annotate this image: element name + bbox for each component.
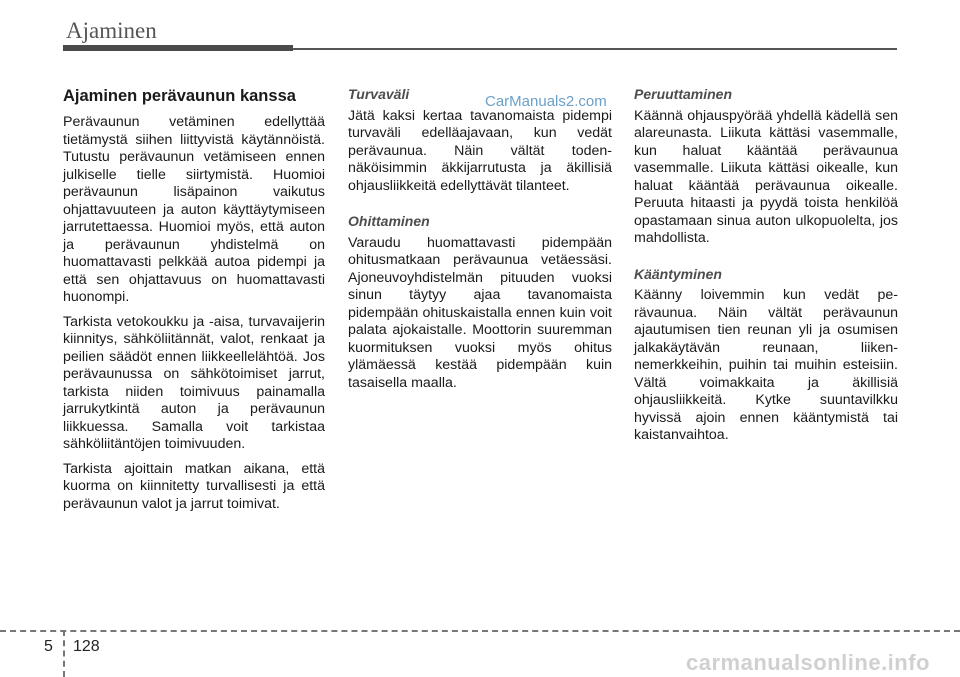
paragraph: Käännä ohjauspyörää yhdellä kädellä sen alareunasta. Liikuta kättäsi vasemmalle, kun haluat kääntää perävaunua vasemmalle. Liikuta kättäsi oikealle, kun haluat kääntää perävaunua oikealle. Peruuta hitaasti ja pyydä toista henkilöä opastamaan sinua auton ulkopuolelta, jos mahdollista. (634, 107, 898, 246)
footer-divider (0, 630, 960, 632)
header-rule-accent (63, 45, 293, 51)
chapter-number: 5 (44, 638, 53, 655)
subheading-reversing: Peruuttaminen (634, 86, 733, 102)
column-3 (634, 86, 898, 452)
section-title: Ajaminen (66, 18, 157, 43)
subheading-safety-distance: Turvaväli (348, 86, 410, 102)
column-1 (63, 86, 325, 520)
column-2 (348, 86, 612, 399)
watermark-top: CarManuals2.com (485, 93, 607, 110)
paragraph: Perävaunun vetäminen edellyttää tietämystä siihen liittyvistä käytännöistä. Tutustu perävaunun vetämiseen ennen julkiselle tielle siirtymistä. Huomioi perävaunun lisäpainon vaikutus ohjattavuuteen ja auton käyttäytymiseen jarrutettaessa. Huomioi myös, että auton ja perävaunun yhdistelmä on huomattavasti pelkkää autoa pidempi ja että sen ohjattavuus on huomattavasti huonompi. (63, 114, 325, 305)
header-rule (293, 48, 897, 50)
paragraph: Tarkista vetokoukku ja -aisa, turvavaijerin kiinnitys, sähköliitännät, valot, renkaat ja peilien säädöt ennen liikkeellelähtöä. Jos perävaunussa on sähkötoimiset jarrut, tarkista niiden toimivuus painamalla jarrukytkintä auton ja perävaunun liikkuessa. Samalla voit tarkistaa sähköliitäntöjen toimivuuden. (63, 313, 325, 452)
page-number: 128 (73, 638, 100, 655)
paragraph: Varaudu huomattavasti pidempään ohitusmatkaan perävaunua vetäessäsi. Ajoneuvoyhdistelmän pituuden vuoksi sinun täytyy ajaa tavanomaista pidempään ohituskaistalla ennen kuin voit palata ajokaistalle. Moottorin suuremman kuormituksen vuoksi myös ohitus ylämäessä kestää pidempään kuin tasaisella maalla. (348, 234, 612, 391)
subheading-turning: Kääntyminen (634, 265, 722, 282)
footer-vertical-divider (63, 630, 65, 677)
paragraph: Tarkista ajoittain matkan aikana, että kuorma on kiinnitetty turvallisesti ja että perävaunun valot ja jarrut toimivat. (63, 460, 325, 512)
paragraph: Käänny loivemmin kun vedät perävaunua. Näin vältät perävaunun ajautumisen tien reunan yli ja osumisen jalkakäytävän reunaan, liikennemerkkeihin, puihin tai muihin esteisiin. Vältä voimakkaita ja äkillisiä ohjausliikkeitä. Kytke suuntavilkku hyvissä ajoin ennen kääntymistä tai kaistanvaihtoa. (634, 287, 898, 443)
main-heading: Ajaminen perävaunun kanssa (63, 87, 296, 105)
paragraph: Jätä kaksi kertaa tavanomaista pidempi turvaväli edelläajavaan, kun vedät perävaunua. Näin vältät todennäköisimmin äkkijarrutusta ja äkillisiä ohjausliikkeitä edellyttävät tilanteet. (348, 107, 612, 194)
watermark-bottom: carmanualsonline.info (686, 650, 930, 675)
subheading-overtaking: Ohittaminen (348, 213, 430, 229)
